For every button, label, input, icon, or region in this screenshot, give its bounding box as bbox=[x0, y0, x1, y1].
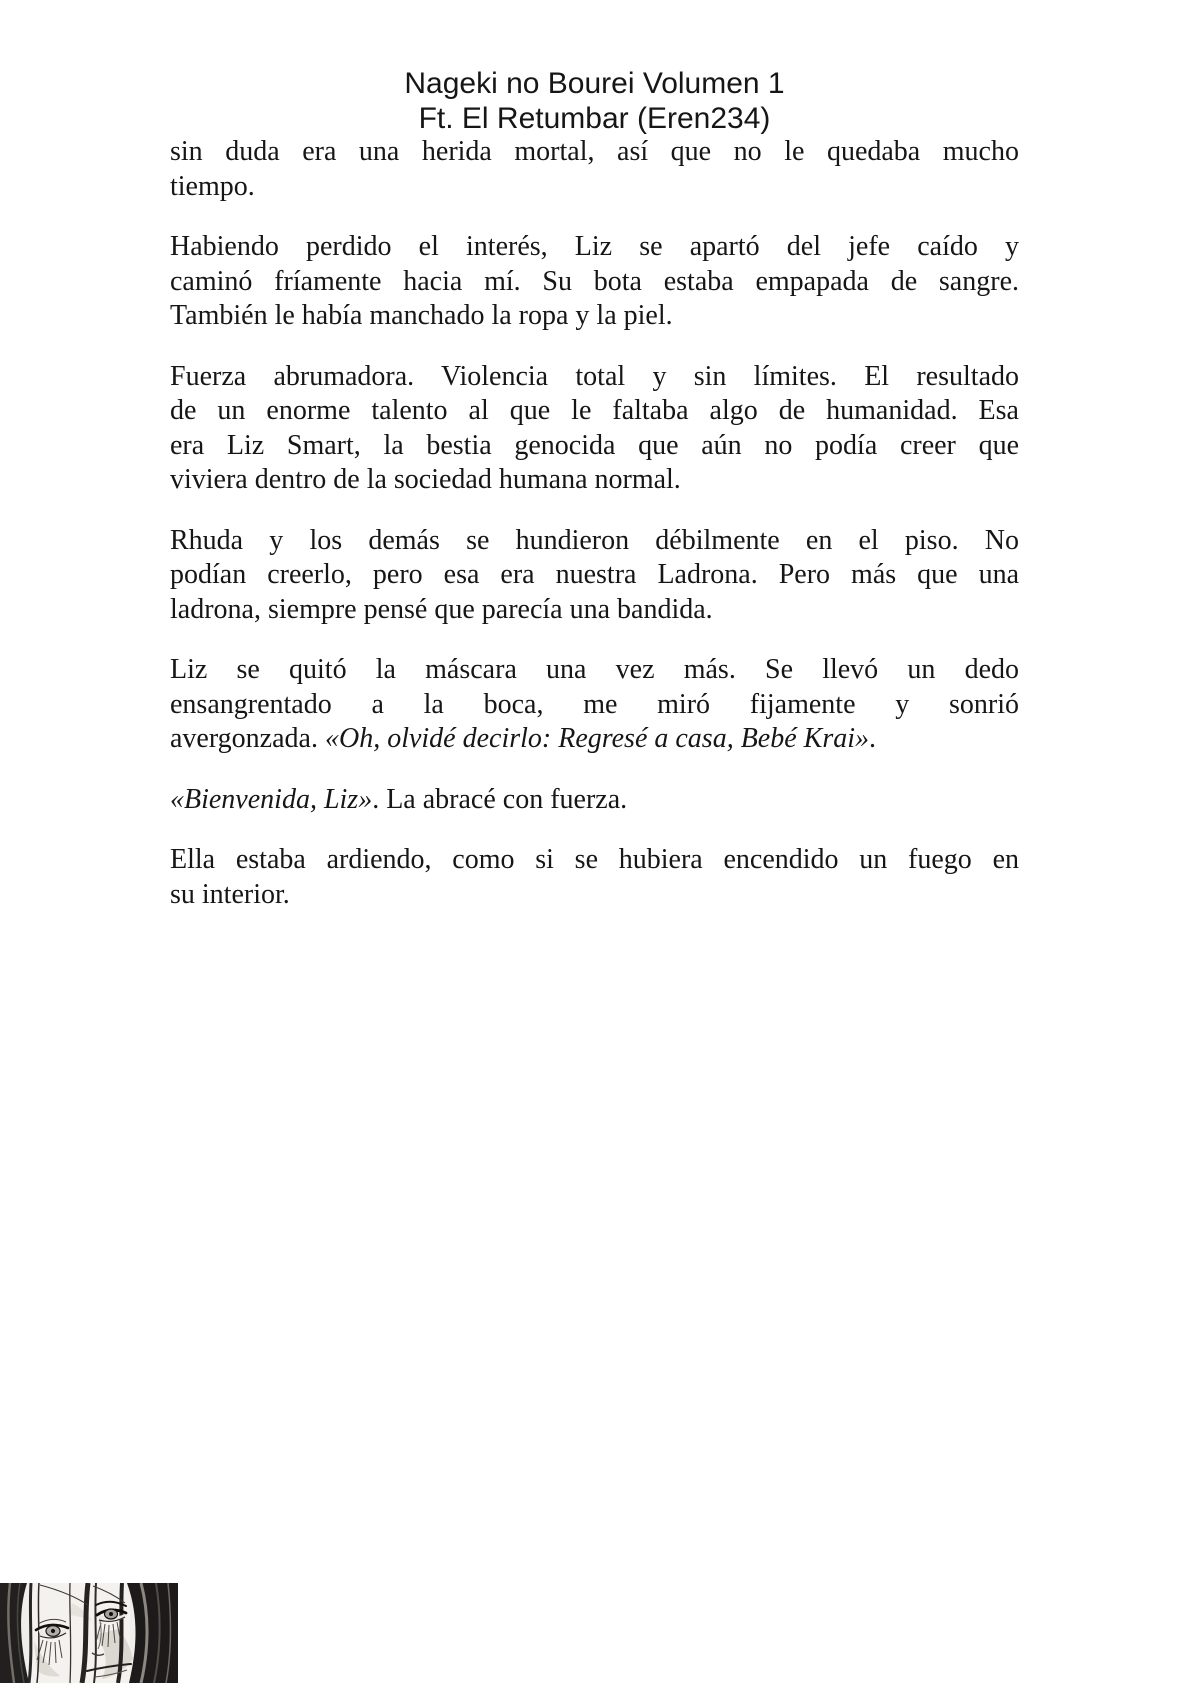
text-segment: era Liz Smart, la bestia genocida que aún no podía creer que bbox=[170, 429, 1019, 461]
text-line bbox=[170, 593, 1019, 628]
text-line bbox=[170, 653, 1019, 688]
paragraph bbox=[170, 783, 1019, 818]
text-segment: avergonzada. bbox=[170, 723, 325, 754]
text-line bbox=[170, 783, 1019, 818]
italic-text-segment: «Bienvenida, Liz» bbox=[170, 783, 373, 815]
document-title: Nageki no Bourei Volumen 1 bbox=[404, 67, 785, 100]
text-line bbox=[170, 170, 1019, 205]
text-segment: sin duda era una herida mortal, así que no le quedaba mucho bbox=[170, 136, 1019, 167]
text-segment: Fuerza abrumadora. Violencia total y sin límites. El resultado bbox=[170, 360, 1019, 392]
paragraph bbox=[170, 843, 1019, 912]
text-segment: Liz se quitó la máscara una vez más. Se llevó un dedo bbox=[170, 654, 1019, 685]
text-line bbox=[170, 722, 1019, 757]
text-line bbox=[170, 429, 1019, 464]
paragraph bbox=[170, 360, 1019, 498]
paragraph bbox=[170, 653, 1019, 757]
text-line bbox=[170, 135, 1019, 170]
text-line bbox=[170, 394, 1019, 429]
italic-text-segment: «Oh, olvidé decirlo: Regresé a casa, Bebé Krai» bbox=[324, 723, 870, 754]
text-segment: Habiendo perdido el interés, Liz se apartó del jefe caído y bbox=[170, 231, 1019, 262]
text-segment: También le había manchado la ropa y la piel. bbox=[170, 300, 673, 331]
text-line bbox=[170, 843, 1019, 878]
text-line bbox=[170, 878, 1019, 913]
text-segment: podían creerlo, pero esa era nuestra Ladrona. Pero más que una bbox=[170, 559, 1019, 590]
text-segment: viviera dentro de la sociedad humana normal. bbox=[170, 464, 681, 495]
text-line bbox=[170, 463, 1019, 498]
text-line bbox=[170, 688, 1019, 723]
text-segment: su interior. bbox=[170, 878, 290, 910]
manga-face-illustration bbox=[0, 1583, 178, 1683]
text-line bbox=[170, 360, 1019, 395]
text-segment: . La abracé con fuerza. bbox=[372, 783, 628, 815]
text-line bbox=[170, 299, 1019, 334]
paragraph bbox=[170, 524, 1019, 628]
text-line bbox=[170, 230, 1019, 265]
text-line bbox=[170, 558, 1019, 593]
page-header bbox=[170, 66, 1019, 136]
text-line bbox=[170, 524, 1019, 559]
text-segment: ladrona, siempre pensé que parecía una bandida. bbox=[170, 593, 713, 625]
body-text bbox=[170, 135, 1019, 912]
document-subtitle: Ft. El Retumbar (Eren234) bbox=[418, 102, 771, 135]
text-segment: tiempo. bbox=[170, 170, 255, 202]
text-segment: caminó fríamente hacia mí. Su bota estaba empapada de sangre. bbox=[170, 265, 1019, 297]
text-line bbox=[170, 265, 1019, 300]
text-segment: Ella estaba ardiendo, como si se hubiera encendido un fuego en bbox=[170, 844, 1019, 875]
paragraph bbox=[170, 230, 1019, 334]
text-segment: Rhuda y los demás se hundieron débilmente en el piso. No bbox=[170, 524, 1019, 556]
paragraph bbox=[170, 135, 1019, 204]
text-segment: . bbox=[869, 723, 877, 754]
text-segment: de un enorme talento al que le faltaba algo de humanidad. Esa bbox=[170, 395, 1019, 426]
text-segment: ensangrentado a la boca, me miró fijamente y sonrió bbox=[170, 688, 1019, 720]
